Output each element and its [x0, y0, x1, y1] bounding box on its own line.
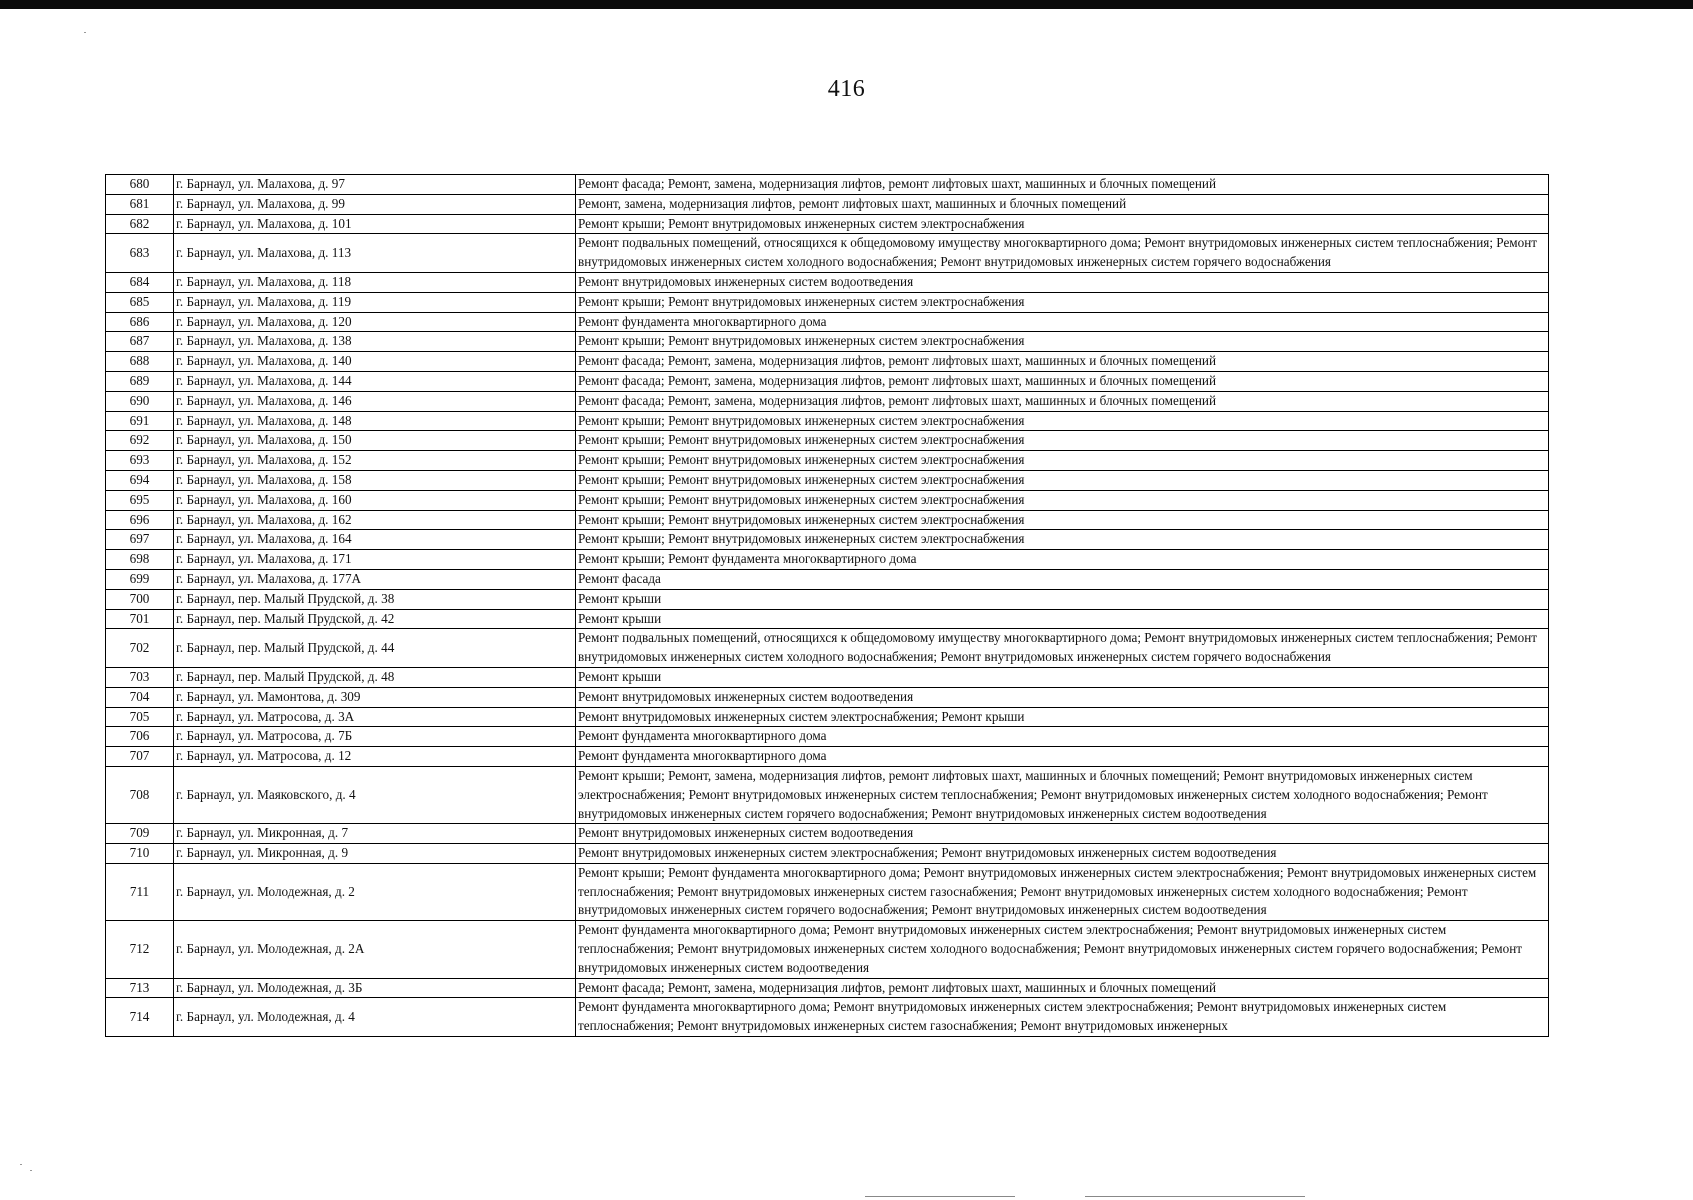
house-address: г. Барнаул, ул. Мамонтова, д. 309	[174, 687, 576, 707]
row-number: 704	[106, 687, 174, 707]
repair-works: Ремонт фасада; Ремонт, замена, модернизация лифтов, ремонт лифтовых шахт, машинных и блочных помещений	[576, 352, 1549, 372]
table-row	[106, 844, 1549, 864]
repair-registry-table	[105, 174, 1549, 1037]
row-number: 699	[106, 569, 174, 589]
row-number: 689	[106, 371, 174, 391]
table-row	[106, 332, 1549, 352]
house-address: г. Барнаул, пер. Малый Прудской, д. 48	[174, 667, 576, 687]
table-row	[106, 707, 1549, 727]
house-address: г. Барнаул, ул. Малахова, д. 171	[174, 550, 576, 570]
house-address: г. Барнаул, ул. Матросова, д. 12	[174, 747, 576, 767]
house-address: г. Барнаул, ул. Малахова, д. 148	[174, 411, 576, 431]
repair-works: Ремонт внутридомовых инженерных систем электроснабжения; Ремонт внутридомовых инженерных систем водоотведения	[576, 844, 1549, 864]
scan-mark	[1085, 1196, 1305, 1197]
row-number: 690	[106, 391, 174, 411]
house-address: г. Барнаул, ул. Малахова, д. 138	[174, 332, 576, 352]
row-number: 702	[106, 629, 174, 668]
row-number: 706	[106, 727, 174, 747]
row-number: 708	[106, 766, 174, 823]
table-row	[106, 451, 1549, 471]
row-number: 684	[106, 272, 174, 292]
house-address: г. Барнаул, ул. Малахова, д. 144	[174, 371, 576, 391]
row-number: 713	[106, 978, 174, 998]
house-address: г. Барнаул, ул. Маяковского, д. 4	[174, 766, 576, 823]
table-row	[106, 921, 1549, 978]
repair-works: Ремонт фундамента многоквартирного дома	[576, 747, 1549, 767]
table-row	[106, 863, 1549, 920]
table-row	[106, 824, 1549, 844]
table-row	[106, 667, 1549, 687]
row-number: 693	[106, 451, 174, 471]
repair-works: Ремонт крыши	[576, 667, 1549, 687]
registry-body	[106, 175, 1549, 1037]
repair-works: Ремонт внутридомовых инженерных систем электроснабжения; Ремонт крыши	[576, 707, 1549, 727]
row-number: 687	[106, 332, 174, 352]
scan-speck	[20, 1164, 22, 1165]
table-row	[106, 214, 1549, 234]
table-row	[106, 629, 1549, 668]
repair-works: Ремонт фундамента многоквартирного дома; Ремонт внутридомовых инженерных систем электроснабжения; Ремонт внутридомовых инженерных систем теплоснабжения; Ремонт внутридомовых инженерных систем газоснабжения; Ремонт внутридомовых инженерных	[576, 998, 1549, 1037]
repair-works: Ремонт крыши	[576, 589, 1549, 609]
row-number: 686	[106, 312, 174, 332]
table-row	[106, 312, 1549, 332]
house-address: г. Барнаул, ул. Микронная, д. 7	[174, 824, 576, 844]
repair-works: Ремонт крыши; Ремонт внутридомовых инженерных систем электроснабжения	[576, 490, 1549, 510]
row-number: 697	[106, 530, 174, 550]
row-number: 694	[106, 470, 174, 490]
house-address: г. Барнаул, ул. Малахова, д. 140	[174, 352, 576, 372]
row-number: 709	[106, 824, 174, 844]
repair-works: Ремонт крыши; Ремонт внутридомовых инженерных систем электроснабжения	[576, 411, 1549, 431]
house-address: г. Барнаул, ул. Матросова, д. 7Б	[174, 727, 576, 747]
house-address: г. Барнаул, пер. Малый Прудской, д. 42	[174, 609, 576, 629]
table-row	[106, 490, 1549, 510]
house-address: г. Барнаул, ул. Молодежная, д. 2А	[174, 921, 576, 978]
row-number: 680	[106, 175, 174, 195]
house-address: г. Барнаул, ул. Малахова, д. 118	[174, 272, 576, 292]
house-address: г. Барнаул, ул. Малахова, д. 119	[174, 292, 576, 312]
table-row	[106, 371, 1549, 391]
house-address: г. Барнаул, ул. Малахова, д. 146	[174, 391, 576, 411]
house-address: г. Барнаул, ул. Молодежная, д. 3Б	[174, 978, 576, 998]
row-number: 705	[106, 707, 174, 727]
house-address: г. Барнаул, ул. Малахова, д. 177А	[174, 569, 576, 589]
house-address: г. Барнаул, ул. Малахова, д. 164	[174, 530, 576, 550]
table-row	[106, 292, 1549, 312]
repair-works: Ремонт крыши; Ремонт, замена, модернизация лифтов, ремонт лифтовых шахт, машинных и блочных помещений; Ремонт внутридомовых инженерных систем электроснабжения; Ремонт внутридомовых инженерных систем теплоснабжения; Ремонт внутридомовых инженерных систем холодного водоснабжения; Ремонт внутридомовых инженерных систем горячего водоснабжения; Ремонт внутридомовых инженерных систем водоотведения	[576, 766, 1549, 823]
repair-works: Ремонт фасада; Ремонт, замена, модернизация лифтов, ремонт лифтовых шахт, машинных и блочных помещений	[576, 371, 1549, 391]
table-row	[106, 510, 1549, 530]
row-number: 696	[106, 510, 174, 530]
row-number: 703	[106, 667, 174, 687]
table-row	[106, 470, 1549, 490]
row-number: 692	[106, 431, 174, 451]
house-address: г. Барнаул, ул. Малахова, д. 97	[174, 175, 576, 195]
repair-works: Ремонт внутридомовых инженерных систем водоотведения	[576, 687, 1549, 707]
repair-works: Ремонт фасада; Ремонт, замена, модернизация лифтов, ремонт лифтовых шахт, машинных и блочных помещений	[576, 391, 1549, 411]
page-number: 416	[827, 76, 866, 102]
row-number: 695	[106, 490, 174, 510]
table-row	[106, 411, 1549, 431]
row-number: 700	[106, 589, 174, 609]
repair-works: Ремонт крыши; Ремонт внутридомовых инженерных систем электроснабжения	[576, 431, 1549, 451]
house-address: г. Барнаул, ул. Малахова, д. 150	[174, 431, 576, 451]
table-row	[106, 431, 1549, 451]
repair-works: Ремонт крыши; Ремонт внутридомовых инженерных систем электроснабжения	[576, 510, 1549, 530]
table-row	[106, 978, 1549, 998]
table-row	[106, 766, 1549, 823]
house-address: г. Барнаул, ул. Молодежная, д. 2	[174, 863, 576, 920]
table-row	[106, 175, 1549, 195]
table-row	[106, 998, 1549, 1037]
repair-works: Ремонт подвальных помещений, относящихся к общедомовому имуществу многоквартирного дома; Ремонт внутридомовых инженерных систем теплоснабжения; Ремонт внутридомовых инженерных систем холодного водоснабжения; Ремонт внутридомовых инженерных систем горячего водоснабжения	[576, 234, 1549, 273]
table-row	[106, 272, 1549, 292]
repair-works: Ремонт внутридомовых инженерных систем водоотведения	[576, 272, 1549, 292]
house-address: г. Барнаул, ул. Матросова, д. 3А	[174, 707, 576, 727]
repair-works: Ремонт фасада; Ремонт, замена, модернизация лифтов, ремонт лифтовых шахт, машинных и блочных помещений	[576, 978, 1549, 998]
scan-speck	[30, 1170, 32, 1171]
repair-works: Ремонт крыши; Ремонт внутридомовых инженерных систем электроснабжения	[576, 530, 1549, 550]
repair-works: Ремонт фасада	[576, 569, 1549, 589]
house-address: г. Барнаул, пер. Малый Прудской, д. 44	[174, 629, 576, 668]
table-row	[106, 352, 1549, 372]
scan-top-border	[0, 0, 1693, 9]
table-row	[106, 550, 1549, 570]
table-row	[106, 234, 1549, 273]
repair-works: Ремонт крыши; Ремонт фундамента многоквартирного дома	[576, 550, 1549, 570]
house-address: г. Барнаул, ул. Малахова, д. 101	[174, 214, 576, 234]
repair-works: Ремонт крыши; Ремонт внутридомовых инженерных систем электроснабжения	[576, 292, 1549, 312]
repair-works: Ремонт крыши; Ремонт внутридомовых инженерных систем электроснабжения	[576, 451, 1549, 471]
row-number: 683	[106, 234, 174, 273]
table-row	[106, 727, 1549, 747]
row-number: 698	[106, 550, 174, 570]
row-number: 712	[106, 921, 174, 978]
repair-works: Ремонт крыши	[576, 609, 1549, 629]
table-row	[106, 589, 1549, 609]
table-row	[106, 747, 1549, 767]
row-number: 688	[106, 352, 174, 372]
repair-works: Ремонт крыши; Ремонт внутридомовых инженерных систем электроснабжения	[576, 332, 1549, 352]
table-row	[106, 687, 1549, 707]
house-address: г. Барнаул, ул. Малахова, д. 120	[174, 312, 576, 332]
row-number: 681	[106, 194, 174, 214]
repair-works: Ремонт крыши; Ремонт фундамента многоквартирного дома; Ремонт внутридомовых инженерных систем электроснабжения; Ремонт внутридомовых инженерных систем теплоснабжения; Ремонт внутридомовых инженерных систем газоснабжения; Ремонт внутридомовых инженерных систем холодного водоснабжения; Ремонт внутридомовых инженерных систем горячего водоснабжения; Ремонт внутридомовых инженерных систем водоотведения	[576, 863, 1549, 920]
repair-works: Ремонт фундамента многоквартирного дома; Ремонт внутридомовых инженерных систем электроснабжения; Ремонт внутридомовых инженерных систем теплоснабжения; Ремонт внутридомовых инженерных систем холодного водоснабжения; Ремонт внутридомовых инженерных систем горячего водоснабжения; Ремонт внутридомовых инженерных систем водоотведения	[576, 921, 1549, 978]
row-number: 685	[106, 292, 174, 312]
scan-mark	[865, 1196, 1015, 1197]
table-row	[106, 609, 1549, 629]
table-row	[106, 569, 1549, 589]
house-address: г. Барнаул, ул. Малахова, д. 113	[174, 234, 576, 273]
house-address: г. Барнаул, ул. Микронная, д. 9	[174, 844, 576, 864]
scan-speck	[84, 32, 86, 33]
house-address: г. Барнаул, ул. Малахова, д. 160	[174, 490, 576, 510]
repair-works: Ремонт подвальных помещений, относящихся к общедомовому имуществу многоквартирного дома; Ремонт внутридомовых инженерных систем теплоснабжения; Ремонт внутридомовых инженерных систем холодного водоснабжения; Ремонт внутридомовых инженерных систем горячего водоснабжения	[576, 629, 1549, 668]
row-number: 707	[106, 747, 174, 767]
row-number: 701	[106, 609, 174, 629]
house-address: г. Барнаул, ул. Малахова, д. 162	[174, 510, 576, 530]
row-number: 691	[106, 411, 174, 431]
table-row	[106, 194, 1549, 214]
house-address: г. Барнаул, ул. Малахова, д. 99	[174, 194, 576, 214]
row-number: 714	[106, 998, 174, 1037]
table-row	[106, 391, 1549, 411]
row-number: 682	[106, 214, 174, 234]
house-address: г. Барнаул, ул. Малахова, д. 158	[174, 470, 576, 490]
row-number: 710	[106, 844, 174, 864]
house-address: г. Барнаул, ул. Молодежная, д. 4	[174, 998, 576, 1037]
table-row	[106, 530, 1549, 550]
repair-works: Ремонт внутридомовых инженерных систем водоотведения	[576, 824, 1549, 844]
house-address: г. Барнаул, ул. Малахова, д. 152	[174, 451, 576, 471]
row-number: 711	[106, 863, 174, 920]
repair-works: Ремонт крыши; Ремонт внутридомовых инженерных систем электроснабжения	[576, 214, 1549, 234]
repair-works: Ремонт фундамента многоквартирного дома	[576, 312, 1549, 332]
house-address: г. Барнаул, пер. Малый Прудской, д. 38	[174, 589, 576, 609]
repair-works: Ремонт фундамента многоквартирного дома	[576, 727, 1549, 747]
repair-works: Ремонт фасада; Ремонт, замена, модернизация лифтов, ремонт лифтовых шахт, машинных и блочных помещений	[576, 175, 1549, 195]
repair-works: Ремонт крыши; Ремонт внутридомовых инженерных систем электроснабжения	[576, 470, 1549, 490]
repair-works: Ремонт, замена, модернизация лифтов, ремонт лифтовых шахт, машинных и блочных помещений	[576, 194, 1549, 214]
